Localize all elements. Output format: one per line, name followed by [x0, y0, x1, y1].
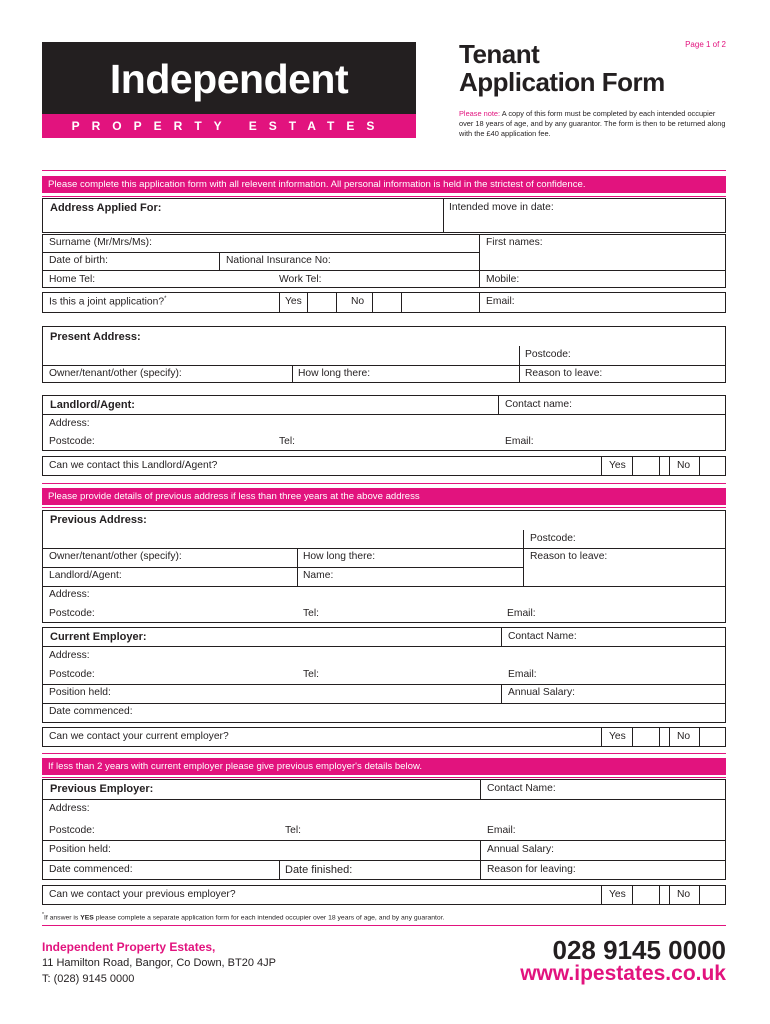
footnote-post: please complete a separate application form for each intended occupier over 18 years of age, and by any guarantor.: [93, 914, 445, 922]
address-applied-label: Address Applied For:: [50, 202, 162, 214]
email-field[interactable]: Email:: [486, 296, 515, 307]
prev-employer-contact-field[interactable]: Contact Name:: [487, 783, 556, 794]
employer-yes-label: Yes: [609, 731, 626, 742]
divider: [42, 507, 726, 508]
landlord-contact-question: Can we contact this Landlord/Agent?: [49, 460, 218, 471]
prev-employer-email-field[interactable]: Email:: [487, 825, 516, 836]
note-text: A copy of this form must be completed by each intended occupier over 18 years of age, and by any guarantor. The form is then to be returned along with the £40 application fee.: [459, 109, 726, 138]
cell-divider: [669, 885, 670, 905]
landlord-heading: Landlord/Agent:: [50, 399, 135, 411]
employer-yes-checkbox[interactable]: [632, 727, 660, 747]
row-line: [42, 567, 523, 568]
prev-employer-contact-question: Can we contact your previous employer?: [49, 889, 236, 900]
landlord-no-checkbox[interactable]: [699, 456, 726, 476]
employer-tel-field[interactable]: Tel:: [303, 669, 320, 680]
cell-divider: [498, 395, 499, 414]
row-line: [42, 270, 726, 271]
note-label: Please note:: [459, 109, 501, 118]
employer-no-label: No: [677, 731, 691, 742]
employer-postcode-field[interactable]: Postcode:: [49, 669, 95, 680]
previous-employer-bar: If less than 2 years with current employer please give previous employer's details below.: [42, 758, 726, 775]
move-in-label: Intended move in date:: [449, 202, 554, 213]
logo-tagline: PROPERTY ESTATES: [71, 119, 387, 133]
row-line: [42, 365, 726, 366]
surname-field[interactable]: Surname (Mr/Mrs/Ms):: [49, 237, 152, 248]
landlord-yes-label: Yes: [609, 460, 626, 471]
mobile-field[interactable]: Mobile:: [486, 274, 520, 285]
prev-employer-commenced-field[interactable]: Date commenced:: [49, 864, 133, 875]
landlord-box[interactable]: [42, 395, 726, 451]
divider: [42, 753, 726, 754]
previous-employer-heading: Previous Employer:: [50, 783, 154, 795]
joint-yes-label: Yes: [285, 296, 302, 307]
employer-address-field[interactable]: Address:: [49, 650, 90, 661]
cell-divider: [480, 779, 481, 799]
prev-employer-no-checkbox[interactable]: [699, 885, 726, 905]
cell-divider: [279, 860, 280, 880]
present-postcode-field[interactable]: Postcode:: [525, 349, 571, 360]
cell-divider: [479, 292, 480, 313]
landlord-address-field[interactable]: Address:: [49, 418, 90, 429]
row-line: [42, 860, 726, 861]
logo-tagline-bar: [42, 114, 416, 138]
present-how-long-field[interactable]: How long there:: [298, 368, 371, 379]
landlord-yes-checkbox[interactable]: [632, 456, 660, 476]
prev-employer-reason-field[interactable]: Reason for leaving:: [487, 864, 576, 875]
cell-divider: [501, 684, 502, 703]
employer-email-field[interactable]: Email:: [508, 669, 537, 680]
prev-employer-no-label: No: [677, 889, 691, 900]
previous-how-long-field[interactable]: How long there:: [303, 551, 376, 562]
joint-question: [49, 296, 166, 307]
cell-divider: [219, 252, 220, 270]
prev-employer-tel-field[interactable]: Tel:: [285, 825, 302, 836]
title-line-2: Application Form: [459, 67, 665, 97]
previous-postcode-field[interactable]: Postcode:: [530, 533, 576, 544]
employer-commenced-field[interactable]: Date commenced:: [49, 706, 133, 717]
footer-website-link[interactable]: www.ipestates.co.uk: [520, 962, 726, 985]
cell-divider: [601, 727, 602, 747]
cell-divider: [279, 292, 280, 313]
present-address-heading: Present Address:: [50, 331, 141, 343]
previous-reason-field[interactable]: Reason to leave:: [530, 551, 608, 562]
cell-divider: [501, 627, 502, 646]
footer-company: Independent Property Estates,: [42, 940, 216, 954]
row-line: [42, 684, 726, 685]
home-tel-field[interactable]: Home Tel:: [49, 274, 96, 285]
landlord-email-field[interactable]: Email:: [505, 436, 534, 447]
divider: [42, 483, 726, 484]
previous-address-field[interactable]: Address:: [49, 589, 90, 600]
footnote: [42, 912, 444, 921]
previous-address-bar: Please provide details of previous address if less than three years at the above address: [42, 488, 726, 505]
prev-employer-address-field[interactable]: Address:: [49, 803, 90, 814]
prev-employer-salary-field[interactable]: Annual Salary:: [487, 844, 554, 855]
cell-divider: [519, 346, 520, 383]
divider: [42, 196, 726, 197]
joint-no-label: No: [351, 296, 365, 307]
previous-name-field[interactable]: Name:: [303, 570, 334, 581]
previous-tel-field[interactable]: Tel:: [303, 608, 320, 619]
joint-footnote-mark: *: [164, 296, 167, 302]
row-line: [42, 840, 726, 841]
ni-field[interactable]: National Insurance No:: [226, 255, 331, 266]
cell-divider: [601, 456, 602, 476]
cell-divider: [669, 727, 670, 747]
cell-divider: [669, 456, 670, 476]
divider: [42, 925, 726, 926]
intro-bar: Please complete this application form with all relevent information. All personal information is held in the strictest of confidence.: [42, 176, 726, 193]
prev-employer-yes-label: Yes: [609, 889, 626, 900]
present-reason-field[interactable]: Reason to leave:: [525, 368, 603, 379]
form-title: [459, 40, 665, 96]
logo-wordmark: Independent: [109, 56, 349, 102]
row-line: [42, 703, 726, 704]
employer-position-field[interactable]: Position held:: [49, 687, 111, 698]
divider: [42, 170, 726, 171]
row-line: [42, 586, 726, 587]
present-owner-field[interactable]: Owner/tenant/other (specify):: [49, 368, 182, 379]
page-number: Page 1 of 2: [685, 40, 726, 49]
footnote-mark: *: [42, 912, 44, 918]
cell-divider: [601, 885, 602, 905]
current-employer-heading: Current Employer:: [50, 631, 147, 643]
previous-address-heading: Previous Address:: [50, 514, 147, 526]
footnote-pre: If answer is: [43, 914, 81, 922]
title-line-1: Tenant: [459, 39, 540, 69]
first-names-field[interactable]: First names:: [486, 237, 543, 248]
row-line: [42, 548, 726, 549]
employer-salary-field[interactable]: Annual Salary:: [508, 687, 575, 698]
footer-phone: 028 9145 0000: [552, 935, 726, 965]
row-line: [42, 252, 479, 253]
employer-contact-field[interactable]: Contact Name:: [508, 631, 577, 642]
employer-no-checkbox[interactable]: [699, 727, 726, 747]
prev-employer-yes-checkbox[interactable]: [632, 885, 660, 905]
prev-employer-position-field[interactable]: Position held:: [49, 844, 111, 855]
form-note: [459, 109, 727, 139]
footer-tel: T: (028) 9145 0000: [42, 973, 135, 985]
cell-divider: [443, 198, 444, 233]
prev-employer-postcode-field[interactable]: Postcode:: [49, 825, 95, 836]
employer-contact-question: Can we contact your current employer?: [49, 731, 229, 742]
previous-email-field[interactable]: Email:: [507, 608, 536, 619]
dob-field[interactable]: Date of birth:: [49, 255, 108, 266]
joint-no-checkbox[interactable]: [372, 292, 402, 313]
row-line: [42, 799, 726, 800]
divider: [42, 777, 726, 778]
footer-address: 11 Hamilton Road, Bangor, Co Down, BT20 4JP: [42, 957, 276, 969]
row-line: [42, 646, 726, 647]
cell-divider: [523, 530, 524, 586]
work-tel-field[interactable]: Work Tel:: [279, 274, 322, 285]
row-line: [42, 414, 726, 415]
previous-landlord-field[interactable]: Landlord/Agent:: [49, 570, 122, 581]
landlord-tel-field[interactable]: Tel:: [279, 436, 296, 447]
cell-divider: [480, 840, 481, 880]
landlord-postcode-field[interactable]: Postcode:: [49, 436, 95, 447]
landlord-contact-field[interactable]: Contact name:: [505, 399, 572, 410]
previous-postcode2-field[interactable]: Postcode:: [49, 608, 95, 619]
joint-yes-checkbox[interactable]: [307, 292, 337, 313]
previous-owner-field[interactable]: Owner/tenant/other (specify):: [49, 551, 182, 562]
cell-divider: [479, 234, 480, 288]
landlord-no-label: No: [677, 460, 691, 471]
footnote-strong: YES: [80, 914, 94, 922]
cell-divider: [292, 365, 293, 383]
joint-question-text: Is this a joint application?: [49, 296, 165, 308]
prev-employer-finished-field[interactable]: Date finished:: [285, 864, 353, 876]
cell-divider: [297, 548, 298, 586]
